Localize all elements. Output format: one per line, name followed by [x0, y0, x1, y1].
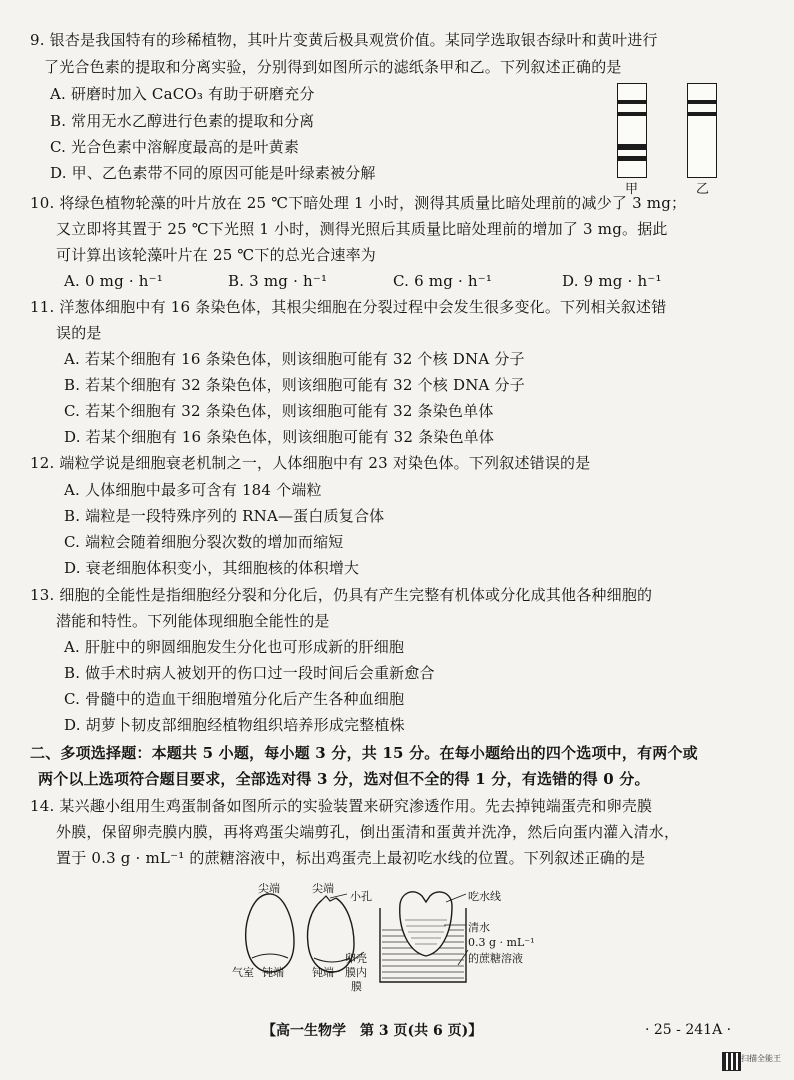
q11-option-b: B. 若某个细胞有 32 条染色体，则该细胞可能有 32 个核 DNA 分子	[64, 376, 525, 394]
pigment-band	[618, 100, 646, 104]
q9-option-d: D. 甲、乙色素带不同的原因可能是叶绿素被分解	[50, 164, 376, 182]
q13-option-c: C. 骨髓中的造血干细胞增殖分化后产生各种血细胞	[64, 690, 405, 708]
q13-option-a: A. 肝脏中的卵圆细胞发生分化也可形成新的肝细胞	[64, 638, 405, 656]
q14-stem-line-2: 外膜，保留卵壳膜内膜，再将鸡蛋尖端剪孔，倒出蛋清和蛋黄并洗净，然后向蛋内灌入清水，	[56, 823, 680, 841]
paper-code: · 25 - 241A ·	[645, 1022, 732, 1038]
q9-stem-line-1: 9. 银杏是我国特有的珍稀植物，其叶片变黄后极具观赏价值。某同学选取银杏绿叶和黄叶进行	[30, 31, 658, 49]
q13-stem-line-2: 潜能和特性。下列能体现细胞全能性的是	[56, 612, 330, 630]
page-footer: 【高一生物学 第 3 页(共 6 页)】	[262, 1023, 483, 1039]
q10-option-c: C. 6 mg · h⁻¹	[393, 272, 493, 290]
q12-option-c: C. 端粒会随着细胞分裂次数的增加而缩短	[64, 533, 344, 551]
air-chamber	[252, 954, 288, 958]
pigment-band	[688, 100, 716, 104]
fig-label-dunduan-1: 钝端	[262, 966, 284, 979]
fig-label-dunduan-2: 钝端	[312, 966, 334, 979]
fig-label-jianduan-1: 尖端	[258, 882, 280, 895]
q12-option-d: D. 衰老细胞体积变小，其细胞核的体积增大	[64, 559, 360, 577]
q12-stem: 12. 端粒学说是细胞衰老机制之一，人体细胞中有 23 对染色体。下列叙述错误的是	[30, 454, 591, 472]
q13-option-b: B. 做手术时病人被划开的伤口过一段时间后会重新愈合	[64, 664, 435, 682]
q10-option-d: D. 9 mg · h⁻¹	[562, 272, 662, 290]
q10-stem-line-3: 可计算出该轮藻叶片在 25 ℃下的总光合速率为	[56, 246, 377, 264]
section-2-heading-line-2: 两个以上选项符合题目要求，全部选对得 3 分，选对但不全的得 1 分，有选错的得 0 分。	[38, 770, 650, 788]
q11-option-d: D. 若某个细胞有 16 条染色体，则该细胞可能有 32 条染色单体	[64, 428, 495, 446]
strip-label-jia: 甲	[625, 182, 639, 197]
q10-option-a: A. 0 mg · h⁻¹	[64, 272, 164, 290]
q10-option-b: B. 3 mg · h⁻¹	[228, 272, 328, 290]
q11-stem-line-1: 11. 洋葱体细胞中有 16 条染色体，其根尖细胞在分裂过程中会发生很多变化。下列相关叙述错	[30, 298, 667, 316]
egg-in-beaker	[400, 892, 452, 956]
qr-code-icon	[722, 1052, 741, 1071]
pigment-band	[688, 112, 716, 116]
section-2-heading-line-1: 二、多项选择题：本题共 5 小题，每小题 3 分，共 15 分。在每小题给出的四个选项中，有两个或	[30, 744, 698, 762]
fig-label-luankemo-2: 膜内	[345, 966, 367, 979]
fig-label-jianduan-2: 尖端	[312, 882, 334, 895]
scanner-brand: 扫描全能王	[741, 1054, 781, 1063]
fig-label-zhetang: 的蔗糖溶液	[468, 952, 523, 965]
q9-option-b: B. 常用无水乙醇进行色素的提取和分离	[50, 112, 315, 130]
fig-label-qishi: 气室	[232, 966, 254, 979]
q10-stem-line-2: 又立即将其置于 25 ℃下光照 1 小时，测得光照后其质量比暗处理前的增加了 3 mg。据此	[56, 220, 668, 238]
q12-option-a: A. 人体细胞中最多可含有 184 个端粒	[64, 481, 322, 499]
fig-label-luankemo: 卵壳	[345, 952, 367, 965]
strip-label-yi: 乙	[696, 182, 710, 197]
q14-stem-line-1: 14. 某兴趣小组用生鸡蛋制备如图所示的实验装置来研究渗透作用。先去掉钝端蛋壳和卵壳膜	[30, 797, 653, 815]
fig-label-chishuixian: 吃水线	[468, 890, 501, 903]
q13-option-d: D. 胡萝卜韧皮部细胞经植物组织培养形成完整植株	[64, 716, 405, 734]
fig-label-xiaokong: 小孔	[350, 890, 372, 903]
fig-label-luankemo-3: 膜	[351, 980, 362, 993]
q11-stem-line-2: 误的是	[56, 324, 102, 342]
q12-option-b: B. 端粒是一段特殊序列的 RNA—蛋白质复合体	[64, 507, 385, 525]
filter-strip-yi	[687, 83, 717, 178]
filter-strip-jia	[617, 83, 647, 178]
q9-option-c: C. 光合色素中溶解度最高的是叶黄素	[50, 138, 300, 156]
egg-whole	[246, 894, 294, 972]
q14-stem-line-3: 置于 0.3 g · mL⁻¹ 的蔗糖溶液中，标出鸡蛋壳上最初吃水线的位置。下列叙述正确的是	[56, 849, 646, 867]
fig-label-qingshui: 清水	[468, 921, 490, 934]
pigment-band	[618, 112, 646, 116]
q11-option-c: C. 若某个细胞有 32 条染色体，则该细胞可能有 32 条染色单体	[64, 402, 494, 420]
q10-stem-line-1: 10. 将绿色植物轮藻的叶片放在 25 ℃下暗处理 1 小时，测得其质量比暗处理前的减少了 3 mg；	[30, 194, 687, 212]
q13-stem-line-1: 13. 细胞的全能性是指细胞经分裂和分化后，仍具有产生完整有机体或分化成其他各种细胞的	[30, 586, 653, 604]
pigment-band	[618, 144, 646, 150]
pigment-band	[618, 156, 646, 161]
q9-option-a: A. 研磨时加入 CaCO₃ 有助于研磨充分	[50, 85, 315, 103]
q9-stem-line-2: 了光合色素的提取和分离实验，分别得到如图所示的滤纸条甲和乙。下列叙述正确的是	[44, 58, 622, 76]
egg-osmosis-figure	[230, 870, 570, 1000]
fig-label-conc: 0.3 g · mL⁻¹	[468, 936, 535, 949]
q11-option-a: A. 若某个细胞有 16 条染色体，则该细胞可能有 32 个核 DNA 分子	[64, 350, 525, 368]
